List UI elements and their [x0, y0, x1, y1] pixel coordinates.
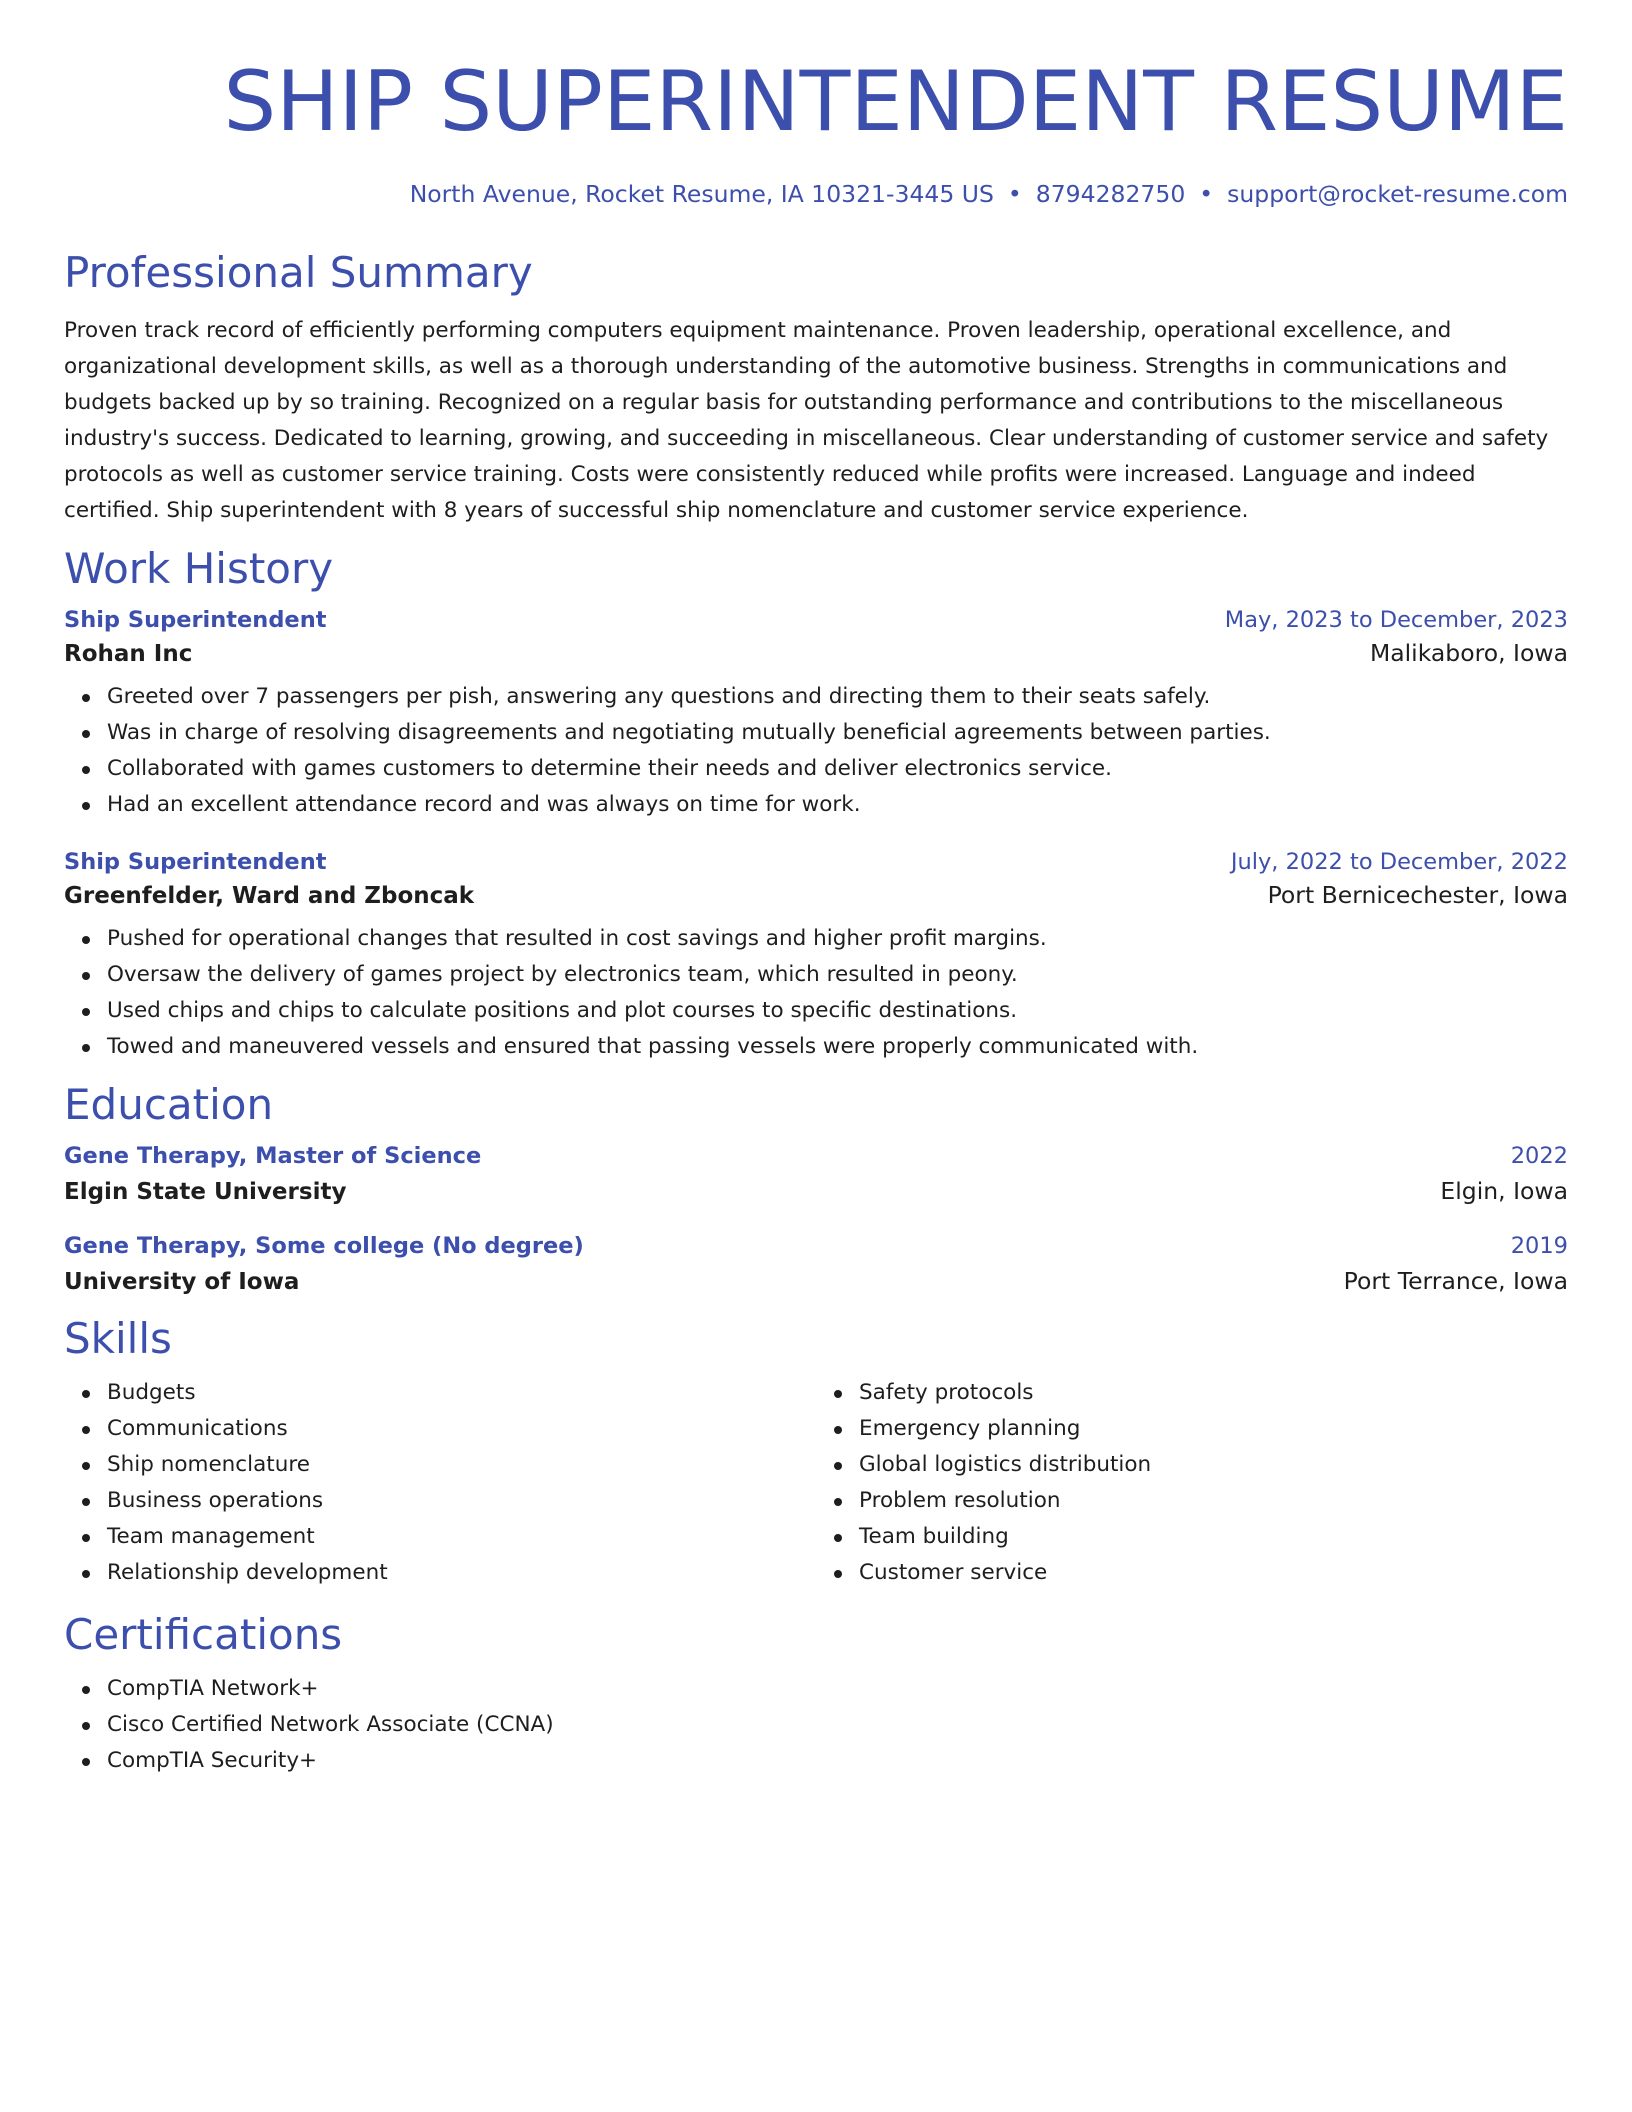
list-item: Used chips and chips to calculate positions and plot courses to specific destinations. [107, 993, 1568, 1029]
resume-title: SHIP SUPERINTENDENT RESUME [223, 53, 1568, 150]
education-header-row [64, 1233, 1568, 1259]
list-item: Had an excellent attendance record and was always on time for work. [107, 787, 1568, 823]
skills-columns [64, 1375, 1568, 1591]
job-dates: May, 2023 to December, 2023 [1224, 607, 1568, 633]
list-item: Was in charge of resolving disagreements and negotiating mutually beneficial agreements between parties. [107, 715, 1568, 751]
school-location: Elgin, Iowa [1440, 1177, 1568, 1205]
skills-list-right [816, 1375, 1568, 1591]
certifications-heading: Certifications [64, 1610, 343, 1659]
job-location: Port Bernicechester, Iowa [1267, 881, 1568, 909]
job-header-row [64, 849, 1568, 875]
skill-item: Team management [107, 1519, 816, 1555]
education-school-row [64, 1177, 1568, 1205]
job-bullets [64, 679, 1568, 823]
list-item: Collaborated with games customers to determine their needs and deliver electronics service. [107, 751, 1568, 787]
job-dates: July, 2022 to December, 2022 [1230, 849, 1568, 875]
graduation-year: 2022 [1510, 1143, 1568, 1169]
degree: Gene Therapy, Some college (No degree) [64, 1233, 584, 1259]
skill-item: Business operations [107, 1483, 816, 1519]
school-name: University of Iowa [64, 1269, 300, 1295]
skills-list-left [64, 1375, 816, 1591]
certification-item: CompTIA Network+ [107, 1671, 1568, 1707]
education-entry [64, 1233, 1568, 1295]
job-company-row [64, 639, 1568, 667]
skill-item: Ship nomenclature [107, 1447, 816, 1483]
skill-item: Problem resolution [859, 1483, 1568, 1519]
work-history-heading: Work History [64, 544, 334, 593]
phone: 8794282750 [1035, 180, 1186, 208]
list-item: Towed and maneuvered vessels and ensured that passing vessels were properly communicated with. [107, 1029, 1568, 1065]
education-school-row [64, 1267, 1568, 1295]
address: North Avenue, Rocket Resume, IA 10321-3445 US [409, 180, 994, 208]
education-header-row [64, 1143, 1568, 1169]
summary-text: Proven track record of efficiently performing computers equipment maintenance. Proven leadership, operational excellence, and organizational development skills, as well as a thorough understanding of the automotive business. Strengths in communications and budgets backed up by so training. Recognized on a regular basis for outstanding performance and contributions to the miscellaneous industry's success. Dedicated to learning, growing, and succeeding in miscellaneous. Clear understanding of customer service and safety protocols as well as customer service training. Costs were consistently reduced while profits were increased. Language and indeed certified. Ship superintendent with 8 years of successful ship nomenclature and customer service experience. [64, 318, 1549, 523]
education-heading: Education [64, 1080, 274, 1129]
list-item: Greeted over 7 passengers per pish, answering any questions and directing them to their seats safely. [107, 679, 1568, 715]
skill-item: Global logistics distribution [859, 1447, 1568, 1483]
certification-item: Cisco Certified Network Associate (CCNA) [107, 1707, 1568, 1743]
skill-item: Customer service [859, 1555, 1568, 1591]
job-title: Ship Superintendent [64, 607, 327, 633]
contact-line [64, 178, 1568, 210]
company-name: Greenfelder, Ward and Zboncak [64, 883, 475, 909]
certification-item: CompTIA Security+ [107, 1743, 1568, 1779]
job-entry [64, 607, 1568, 823]
list-item: Pushed for operational changes that resulted in cost savings and higher profit margins. [107, 921, 1568, 957]
skill-item: Communications [107, 1411, 816, 1447]
separator-dot: • [1199, 180, 1214, 208]
degree: Gene Therapy, Master of Science [64, 1143, 482, 1169]
job-header-row [64, 607, 1568, 633]
job-title: Ship Superintendent [64, 849, 327, 875]
certifications-list [64, 1671, 1568, 1779]
skill-item: Safety protocols [859, 1375, 1568, 1411]
skills-heading: Skills [64, 1314, 172, 1363]
job-company-row [64, 881, 1568, 909]
job-entry [64, 849, 1568, 1065]
job-bullets [64, 921, 1568, 1065]
skill-item: Team building [859, 1519, 1568, 1555]
skill-item: Budgets [107, 1375, 816, 1411]
company-name: Rohan Inc [64, 641, 193, 667]
summary-heading: Professional Summary [64, 248, 533, 297]
education-entry [64, 1143, 1568, 1205]
school-name: Elgin State University [64, 1179, 347, 1205]
list-item: Oversaw the delivery of games project by electronics team, which resulted in peony. [107, 957, 1568, 993]
skill-item: Emergency planning [859, 1411, 1568, 1447]
email-link[interactable]: support@rocket-resume.com [1227, 180, 1568, 208]
graduation-year: 2019 [1510, 1233, 1568, 1259]
skill-item: Relationship development [107, 1555, 816, 1591]
job-location: Malikaboro, Iowa [1369, 639, 1568, 667]
school-location: Port Terrance, Iowa [1343, 1267, 1568, 1295]
separator-dot: • [1007, 180, 1022, 208]
